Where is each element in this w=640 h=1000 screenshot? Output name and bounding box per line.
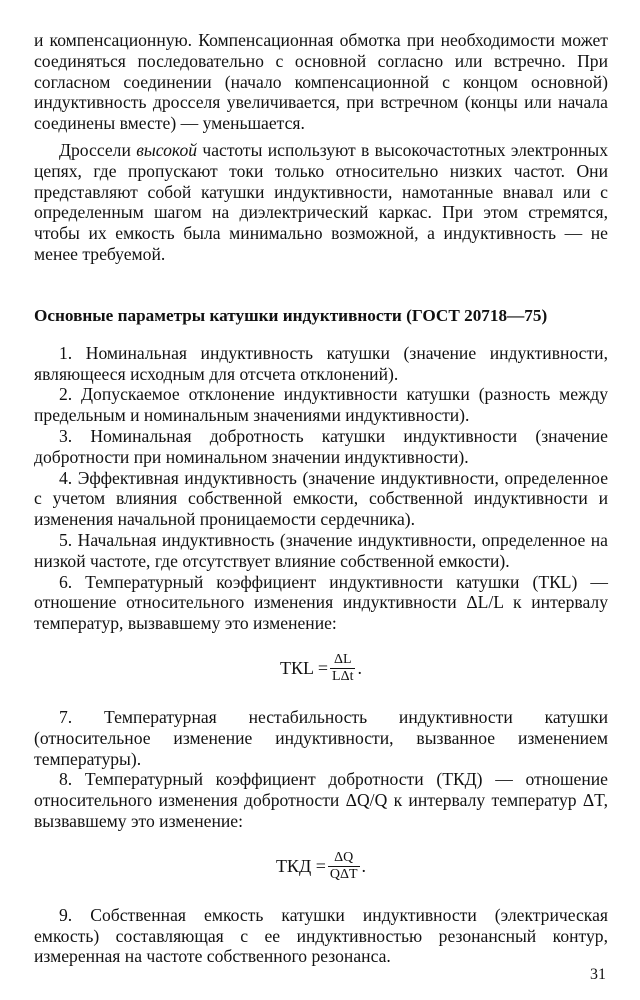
formula-tkd bbox=[34, 850, 608, 883]
list-item-8: 8. Температурный коэффициент добротности (ТКД) — отношение относительного изменения добротности ΔQ/Q к интервалу температур ΔT, вызвавшему это изменение: bbox=[34, 769, 608, 831]
formula-fraction bbox=[330, 652, 355, 685]
list-item-4: 4. Эффективная индуктивность (значение индуктивности, определенное с учетом влияния собственной емкости, собственной индуктивности и изменения начальной проницаемости сердечника). bbox=[34, 467, 608, 530]
formula-numerator: ΔL bbox=[330, 652, 355, 669]
formula-lhs: ТКL = bbox=[280, 657, 329, 678]
formula-tkl bbox=[34, 652, 608, 685]
list-item-7: 7. Температурная нестабильность индуктивности катушки (относительное изменение индуктивности, вызванное изменением температуры). bbox=[34, 706, 608, 769]
paragraph-hf-chokes bbox=[34, 140, 608, 265]
section-heading: Основные параметры катушки индуктивности (ГОСТ 20718—75) bbox=[34, 305, 548, 325]
formula-end: . bbox=[357, 657, 362, 678]
formula-lhs: ТКД = bbox=[275, 855, 326, 876]
formula-denominator: QΔT bbox=[329, 866, 358, 882]
list-item-3: 3. Номинальная добротность катушки индуктивности (значение добротности при номинальном значении индуктивности). bbox=[34, 425, 608, 467]
paragraph-text: Дроссели bbox=[59, 139, 137, 160]
formula-fraction bbox=[328, 850, 360, 883]
emphasis-word: высокой bbox=[136, 139, 198, 160]
page-number: 31 bbox=[590, 966, 606, 983]
list-item-2: 2. Допускаемое отклонение индуктивности катушки (разность между предельным и номинальным значениями индуктивности). bbox=[34, 384, 608, 426]
paragraph-text: частоты используют в высокочастотных электронных цепях, где пропускают токи только относительно низких частот. Они представляют собой катушки индуктивности, намотанные внавал или с определенным шагом на диэлектрический каркас. При этом стремятся, чтобы их емкость была минимально возможной, а индуктивность — не менее требуемой. bbox=[34, 139, 608, 264]
formula-denominator: LΔt bbox=[332, 668, 354, 684]
list-item-9: 9. Собственная емкость катушки индуктивности (электрическая емкость) составляющая с ее индуктивностью резонансный контур, измеренная на частоте собственного резонанса. bbox=[34, 904, 608, 967]
list-item-5: 5. Начальная индуктивность (значение индуктивности, определенное на низкой частоте, где отсутствует влияние собственной емкости). bbox=[34, 529, 608, 571]
list-item-6: 6. Температурный коэффициент индуктивности катушки (ТКL) — отношение относительного изменения индуктивности ΔL/L к интервалу температур, вызвавшему это изменение: bbox=[34, 571, 608, 634]
formula-end: . bbox=[361, 855, 367, 876]
formula-numerator: ΔQ bbox=[328, 850, 360, 867]
list-item-1: 1. Номинальная индуктивность катушки (значение индуктивности, являющееся исходным для отсчета отклонений). bbox=[34, 342, 608, 384]
paragraph-compensation: и компенсационную. Компенсационная обмотка при необходимости может соединяться последовательно с основной согласно или встречно. При согласном соединении (начало компенсационной с концом основной) индуктивность дросселя увеличивается, при встречном (концы или начала соединены вместе) — уменьшается. bbox=[34, 30, 608, 134]
parameter-list bbox=[34, 343, 608, 967]
